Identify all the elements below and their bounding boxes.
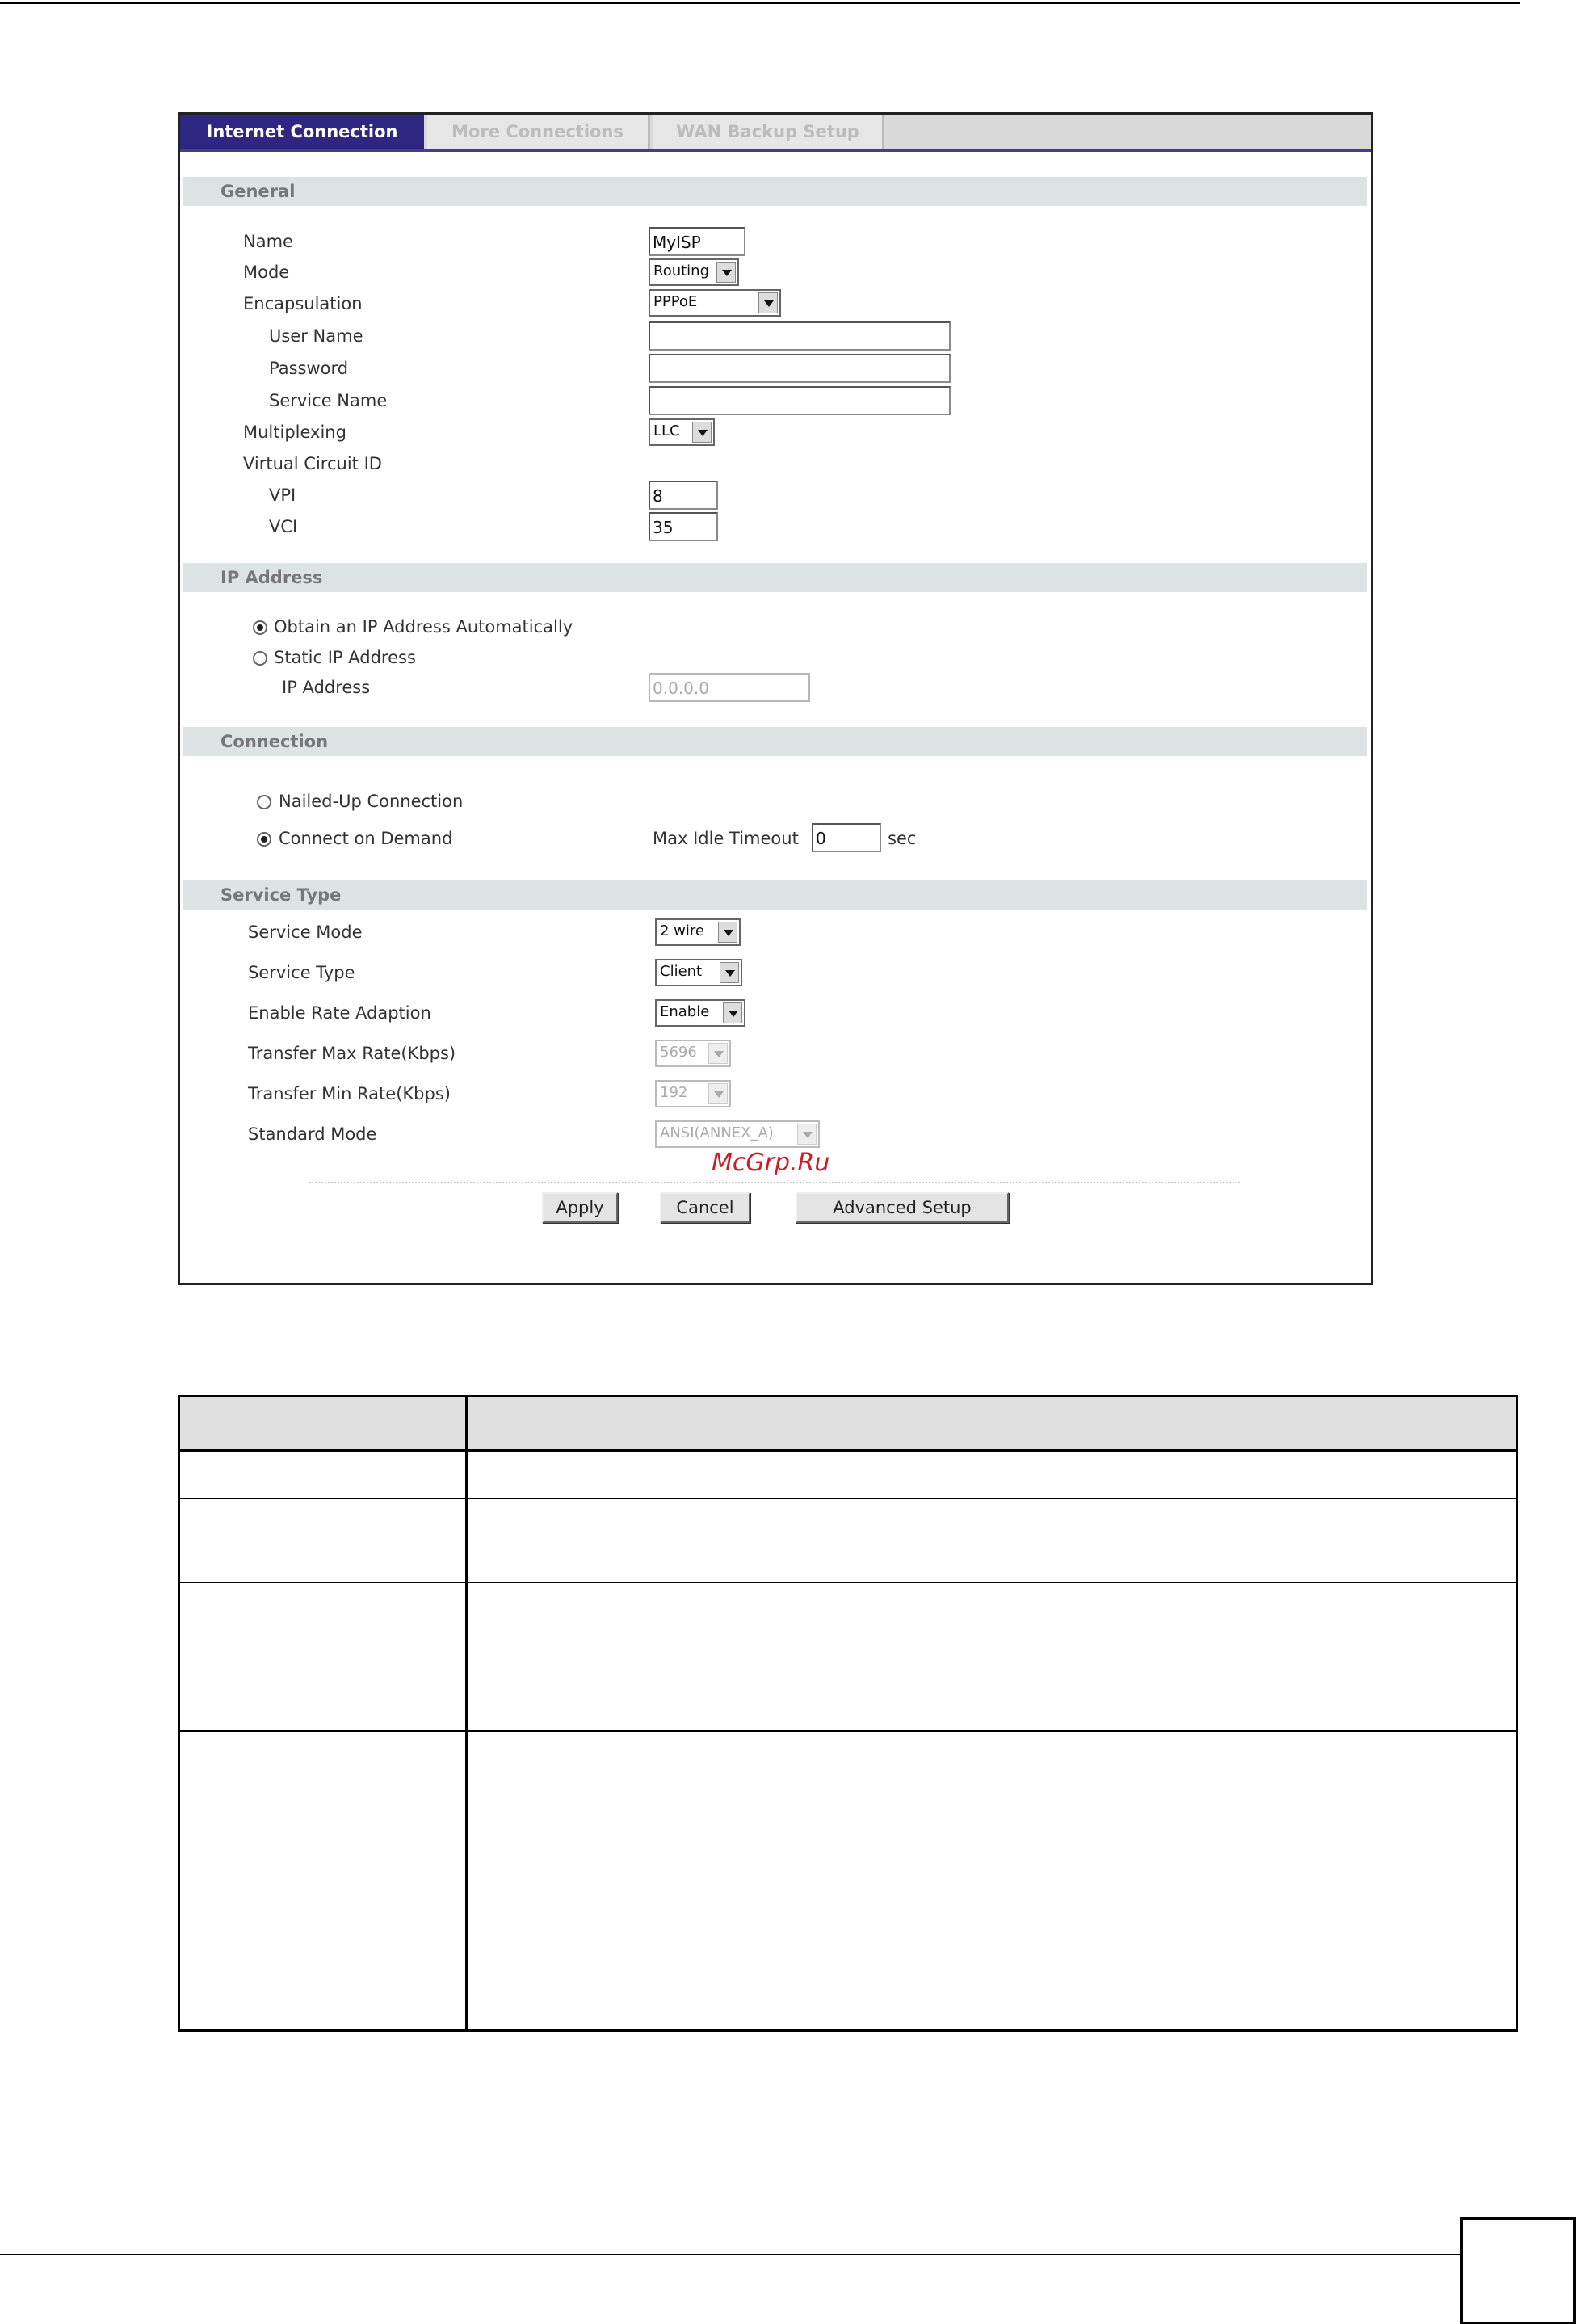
max-rate-value: 5696	[660, 1044, 697, 1061]
section-connection-heading: Connection	[183, 727, 1367, 756]
max-idle-timeout-label: Max Idle Timeout	[653, 829, 799, 848]
idle-unit-label: sec	[888, 829, 917, 848]
name-input[interactable]: MyISP	[649, 227, 745, 256]
enable-rate-adaption-select[interactable]	[655, 999, 745, 1027]
chevron-down-icon	[718, 922, 737, 943]
transfer-min-rate-label: Transfer Min Rate(Kbps)	[248, 1084, 451, 1103]
password-label: Password	[269, 359, 349, 378]
service-type-value: Client	[660, 963, 703, 980]
cancel-button[interactable]: Cancel	[660, 1192, 750, 1223]
page-number-box	[1460, 2217, 1576, 2324]
section-general-heading: General	[183, 177, 1367, 206]
password-input[interactable]	[649, 354, 951, 383]
name-label: Name	[243, 232, 293, 251]
section-service-type-heading: Service Type	[183, 880, 1367, 910]
chevron-down-icon	[797, 1124, 817, 1145]
virtual-circuit-label: Virtual Circuit ID	[243, 454, 382, 473]
service-mode-select[interactable]	[655, 918, 741, 946]
chevron-down-icon	[692, 422, 712, 443]
static-ip-radio[interactable]	[253, 651, 267, 666]
nailed-up-label: Nailed-Up Connection	[279, 792, 464, 811]
tab-more-connections[interactable]: More Connections	[427, 115, 650, 149]
min-rate-value: 192	[660, 1084, 688, 1101]
service-mode-value: 2 wire	[660, 922, 704, 939]
vci-label: VCI	[269, 517, 298, 536]
table-row	[180, 1730, 1516, 1732]
service-name-input[interactable]	[649, 386, 951, 415]
username-input[interactable]	[649, 321, 951, 351]
transfer-max-rate-select[interactable]	[655, 1040, 731, 1067]
apply-button[interactable]: Apply	[542, 1192, 618, 1223]
chevron-down-icon	[720, 962, 739, 983]
description-table	[178, 1395, 1518, 2032]
bottom-rule	[0, 2254, 1460, 2255]
transfer-max-rate-label: Transfer Max Rate(Kbps)	[248, 1044, 456, 1063]
mode-select[interactable]	[649, 258, 739, 286]
vpi-input[interactable]: 8	[649, 481, 718, 510]
chevron-down-icon	[758, 292, 778, 313]
service-mode-label: Service Mode	[248, 922, 363, 942]
multiplexing-select[interactable]	[649, 418, 715, 446]
connect-on-demand-radio[interactable]	[257, 832, 271, 847]
chevron-down-icon	[708, 1083, 728, 1104]
section-ip-address-heading: IP Address	[183, 563, 1367, 592]
service-name-label: Service Name	[269, 391, 388, 410]
standard-mode-label: Standard Mode	[248, 1124, 377, 1144]
obtain-ip-auto-radio[interactable]	[253, 620, 267, 635]
screenshot-panel	[178, 112, 1373, 1285]
chevron-down-icon	[716, 262, 736, 283]
encapsulation-label: Encapsulation	[243, 294, 363, 313]
vpi-label: VPI	[269, 485, 296, 505]
rate-adaption-value: Enable	[660, 1003, 710, 1020]
obtain-ip-auto-label: Obtain an IP Address Automatically	[274, 617, 573, 637]
table-column-divider	[465, 1397, 468, 2029]
nailed-up-radio[interactable]	[257, 795, 271, 809]
watermark: McGrp.Ru	[712, 1149, 830, 1177]
service-type-select[interactable]	[655, 959, 742, 986]
multiplexing-label: Multiplexing	[243, 422, 346, 442]
ip-address-input[interactable]: 0.0.0.0	[649, 673, 810, 702]
table-row	[180, 1582, 1516, 1583]
encapsulation-value: PPPoE	[653, 293, 698, 310]
service-type-label: Service Type	[248, 963, 355, 982]
table-header	[180, 1397, 1516, 1452]
mode-value: Routing	[653, 263, 710, 279]
static-ip-label: Static IP Address	[274, 648, 416, 667]
standard-mode-value: ANSI(ANNEX_A)	[660, 1124, 774, 1141]
multiplexing-value: LLC	[653, 422, 680, 439]
max-idle-timeout-input[interactable]: 0	[812, 823, 881, 852]
tab-wan-backup-setup[interactable]: WAN Backup Setup	[653, 115, 884, 149]
vci-input[interactable]: 35	[649, 512, 718, 541]
enable-rate-adaption-label: Enable Rate Adaption	[248, 1003, 431, 1023]
divider	[309, 1182, 1240, 1183]
ip-address-label: IP Address	[282, 678, 371, 697]
chevron-down-icon	[708, 1043, 728, 1064]
top-rule	[0, 2, 1520, 4]
connect-on-demand-label: Connect on Demand	[279, 829, 453, 848]
tab-internet-connection[interactable]: Internet Connection	[180, 115, 424, 149]
standard-mode-select[interactable]	[655, 1120, 820, 1148]
username-label: User Name	[269, 326, 363, 346]
mode-label: Mode	[243, 263, 290, 282]
advanced-setup-button[interactable]: Advanced Setup	[796, 1192, 1009, 1223]
encapsulation-select[interactable]	[649, 289, 781, 317]
chevron-down-icon	[723, 1002, 742, 1023]
tab-bar	[180, 115, 1371, 152]
table-row	[180, 1498, 1516, 1499]
transfer-min-rate-select[interactable]	[655, 1080, 731, 1107]
